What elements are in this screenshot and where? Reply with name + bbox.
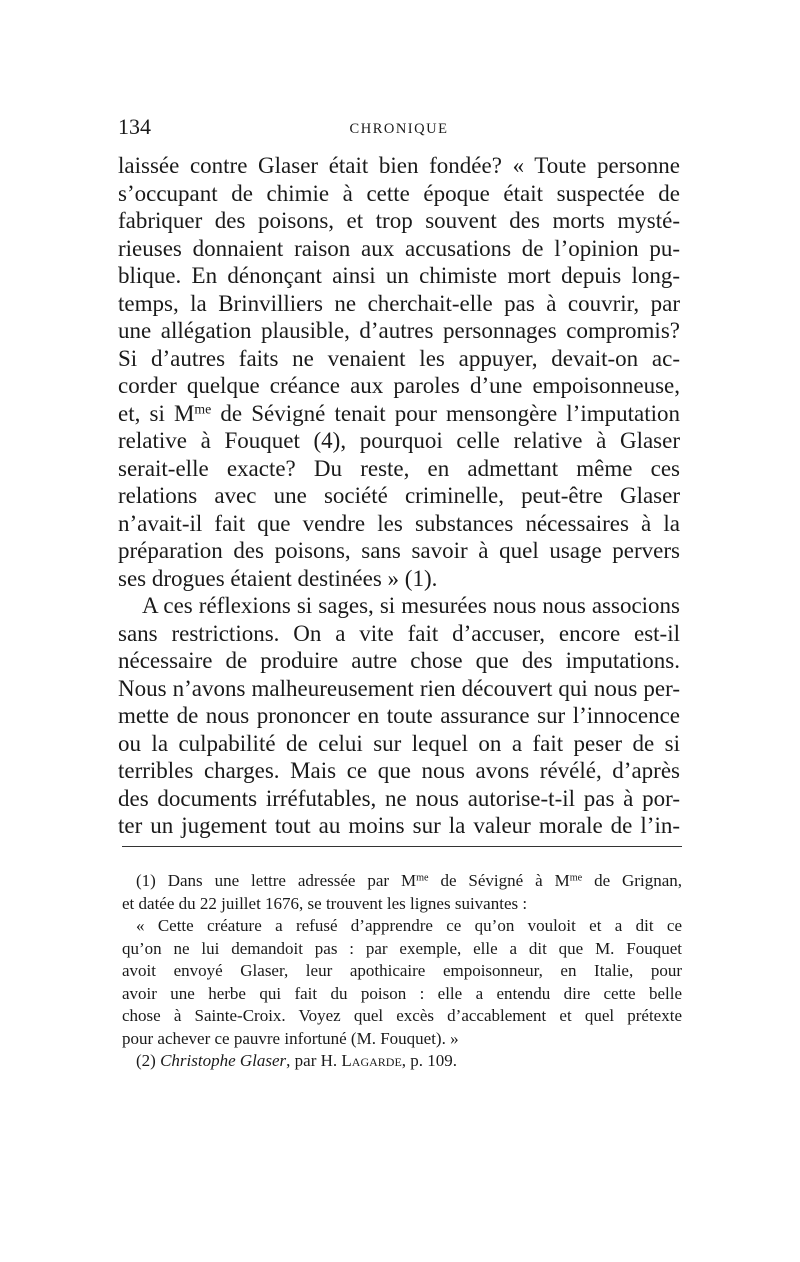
footnote-line: avoit envoyé Glaser, leur apothicaire empoisonneur, en Italie, pour <box>122 961 682 980</box>
footnote-part: (2) <box>136 1051 161 1070</box>
body-line: nécessaire de produire autre chose que des imputations. <box>118 648 680 673</box>
footnote-part: , p. 109. <box>401 1051 458 1070</box>
body-line: une allégation plausible, d’autres personnages compromis? <box>118 318 680 343</box>
footnotes <box>122 870 682 1073</box>
footnote-part: de Sévigné à M <box>428 871 570 890</box>
body-line-part: de Sévigné tenait pour mensongère l’imputation <box>211 400 680 426</box>
body-line: corder quelque créance aux paroles d’une empoisonneuse, <box>118 373 680 398</box>
body-line: préparation des poisons, sans savoir à quel usage pervers <box>118 538 680 563</box>
body-line-part: et, si M <box>118 400 195 426</box>
page-header <box>118 112 680 142</box>
superscript: me <box>569 872 583 884</box>
body-line: Nous n’avons malheureusement rien découvert qui nous per- <box>118 675 680 701</box>
body-line: A ces réflexions si sages, si mesurées nous nous associons <box>142 593 680 618</box>
body-line: Si d’autres faits ne venaient les appuyer, devait-on ac- <box>118 345 680 371</box>
footnote-part: (1) Dans une lettre adressée par M <box>136 871 417 890</box>
body-line: ter un jugement tout au moins sur la valeur morale de l’in- <box>118 813 680 838</box>
body-text <box>118 152 680 840</box>
footnote-line: chose à Sainte-Croix. Voyez quel excès d’accablement et quel prétexte <box>122 1006 682 1025</box>
body-line: relative à Fouquet (4), pourquoi celle relative à Glaser <box>118 428 680 453</box>
body-line: laissée contre Glaser était bien fondée? « Toute personne <box>118 153 680 178</box>
footnote-line: avoir une herbe qui fait du poison : elle a entendu dire cette belle <box>122 983 682 1003</box>
footnote-line <box>122 1050 682 1073</box>
footnote-line: « Cette créature a refusé d’apprendre ce qu’on vouloit et a dit ce <box>136 916 682 935</box>
superscript: me <box>194 400 212 416</box>
body-line: mette de nous prononcer en toute assurance sur l’innocence <box>118 703 680 728</box>
footnote-rule <box>122 846 682 847</box>
footnote-line <box>122 870 682 893</box>
footnote-author: Lagarde <box>341 1051 402 1070</box>
body-line: sans restrictions. On a vite fait d’accuser, encore est-il <box>118 620 680 646</box>
footnote-line: et datée du 22 juillet 1676, se trouvent les lignes suivantes : <box>122 893 528 913</box>
page-number: 134 <box>118 114 151 139</box>
running-head: CHRONIQUE <box>349 121 449 137</box>
body-line: des documents irréfutables, ne nous autorise-t-il pas à por- <box>118 785 680 811</box>
body-line: ses drogues étaient destinées » (1). <box>118 565 438 591</box>
body-line: rieuses donnaient raison aux accusations de l’opinion pu- <box>118 235 680 261</box>
superscript: me <box>416 872 429 884</box>
body-line: ou la culpabilité de celui sur lequel on a fait peser de si <box>118 730 680 756</box>
footnote-part: , par H. <box>286 1051 342 1070</box>
body-line: temps, la Brinvilliers ne cherchait-elle pas à couvrir, par <box>118 290 680 316</box>
body-line: fabriquer des poisons, et trop souvent des morts mysté- <box>118 208 680 233</box>
footnote-line: pour achever ce pauvre infortuné (M. Fouquet). » <box>122 1028 459 1048</box>
footnote-line: qu’on ne lui demandoit pas : par exemple, elle a dit que M. Fouquet <box>122 938 682 958</box>
body-line: terribles charges. Mais ce que nous avons révélé, d’après <box>118 758 680 783</box>
footnote-part: de Grignan, <box>582 871 682 890</box>
body-line <box>118 400 680 428</box>
body-line: blique. En dénonçant ainsi un chimiste mort depuis long- <box>118 263 680 288</box>
body-line: relations avec une société criminelle, peut-être Glaser <box>118 483 680 508</box>
body-line: n’avait-il fait que vendre les substances nécessaires à la <box>118 510 680 536</box>
body-line: s’occupant de chimie à cette époque était suspectée de <box>118 180 680 206</box>
body-line: serait-elle exacte? Du reste, en admettant même ces <box>118 455 680 481</box>
footnote-book-title: Christophe Glaser <box>160 1051 287 1070</box>
